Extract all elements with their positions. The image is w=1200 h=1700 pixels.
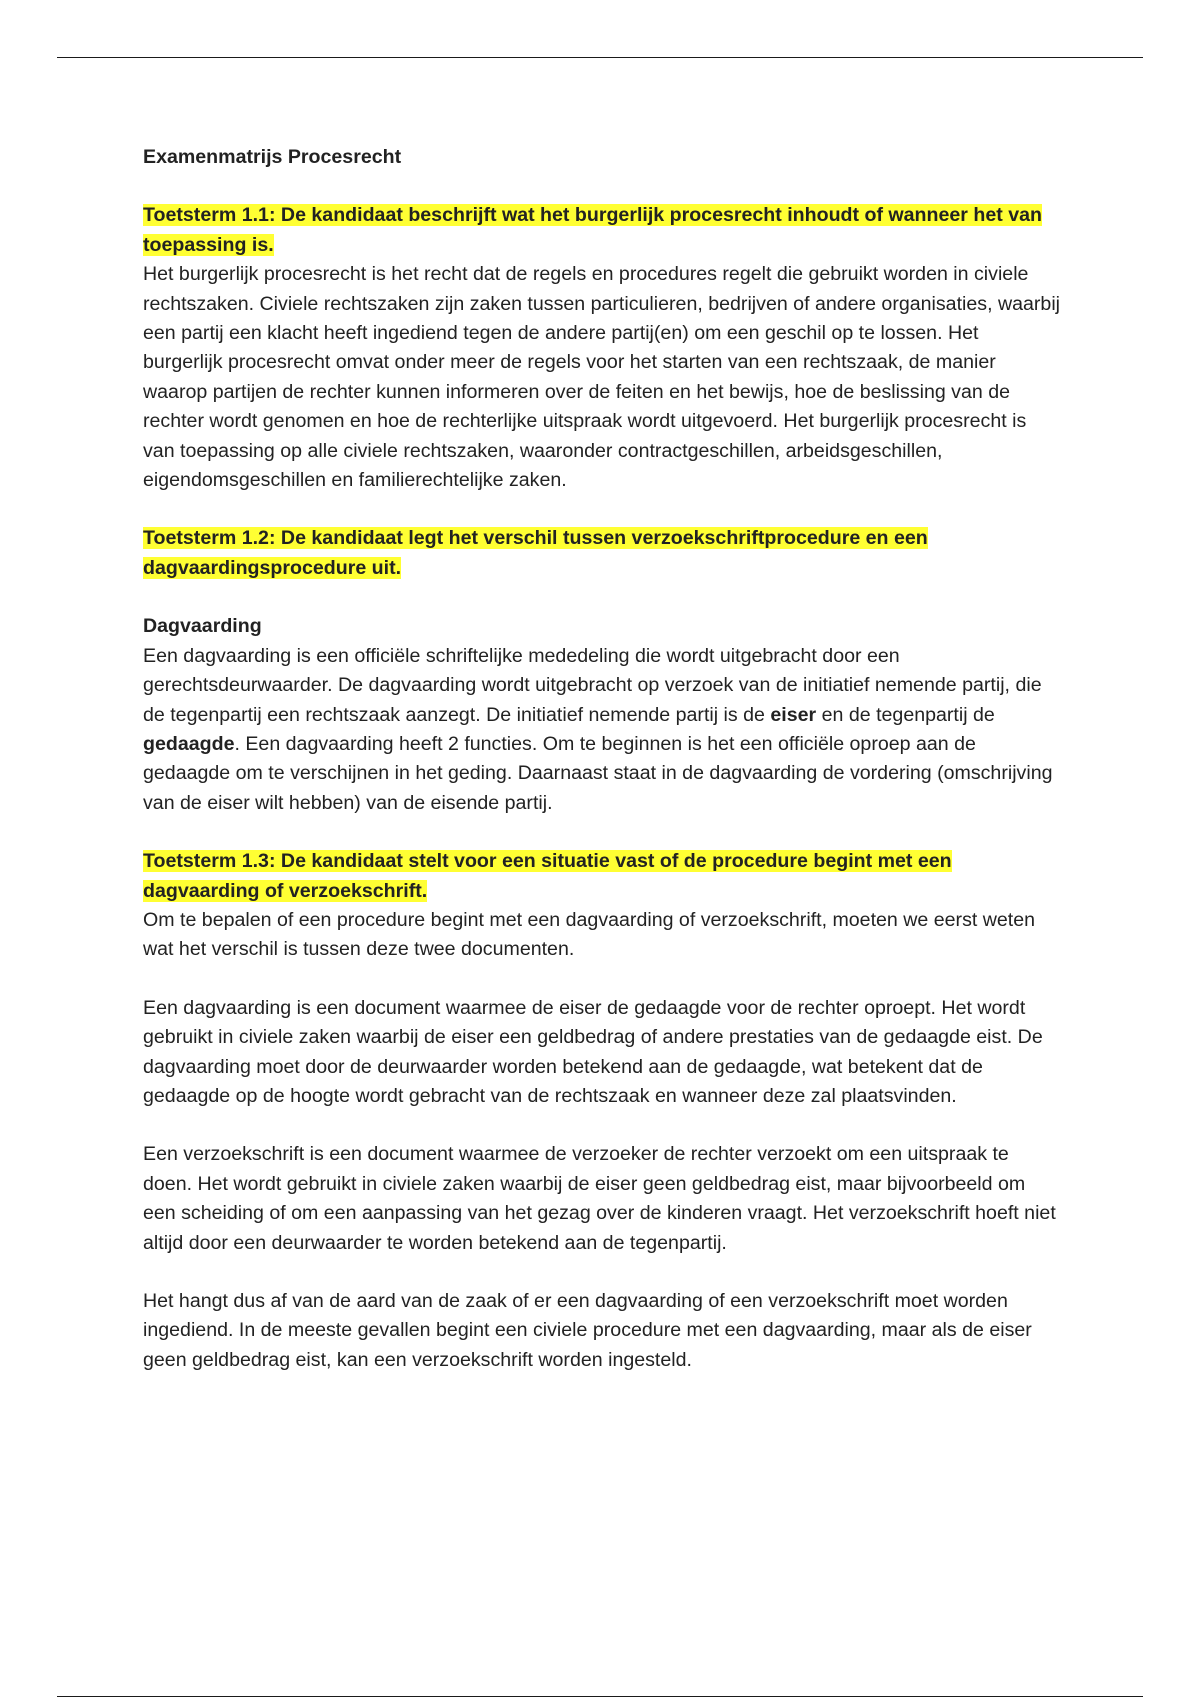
section-heading [143, 524, 1063, 583]
section-1-2 [143, 524, 1063, 818]
bold-term-gedaagde: gedaagde [143, 732, 235, 755]
section-heading [143, 201, 1063, 260]
subheading-dagvaarding: Dagvaarding [143, 615, 262, 638]
paragraph [143, 642, 1063, 818]
highlighted-heading-text: Toetsterm 1.1: De kandidaat beschrijft wat het burgerlijk procesrecht inhoudt of wanneer het van toepassing is. [143, 204, 1042, 256]
paragraph-text: en de tegenpartij de [816, 703, 995, 726]
paragraph: Een dagvaarding is een document waarmee de eiser de gedaagde voor de rechter oproept. Het wordt gebruikt in civiele zaken waarbij de eiser een geldbedrag of andere prestaties van de gedaagde eist. De dagvaarding moet door de deurwaarder worden betekend aan de gedaagde, wat betekent dat de gedaagde op de hoogte wordt gebracht van de rechtszaak en wanneer deze zal plaatsvinden. [143, 996, 1043, 1107]
section-1-1 [143, 201, 1063, 495]
highlighted-heading-text: Toetsterm 1.2: De kandidaat legt het verschil tussen verzoekschriftprocedure en een dagvaardingsprocedure uit. [143, 527, 928, 579]
paragraph: Om te bepalen of een procedure begint met een dagvaarding of verzoekschrift, moeten we eerst weten wat het verschil is tussen deze twee documenten. [143, 908, 1036, 961]
paragraph: Het hangt dus af van de aard van de zaak of er een dagvaarding of een verzoekschrift moet worden ingediend. In de meeste gevallen begint een civiele procedure met een dagvaarding, maar als de eiser geen geldbedrag eist, kan een verzoekschrift worden ingesteld. [143, 1290, 1032, 1371]
document-page [143, 143, 1063, 1404]
bottom-rule [57, 1696, 1143, 1697]
paragraph: Het burgerlijk procesrecht is het recht dat de regels en procedures regelt die gebruikt worden in civiele rechtszaken. Civiele rechtszaken zijn zaken tussen particulieren, bedrijven of andere organisaties, waarbij een partij een klacht heeft ingediend tegen de andere partij(en) om een geschil op te lossen. Het burgerlijk procesrecht omvat onder meer de regels voor het starten van een rechtszaak, de manier waarop partijen de rechter kunnen informeren over de feiten en het bewijs, hoe de beslissing van de rechter wordt genomen en hoe de rechterlijke uitspraak wordt uitgevoerd. Het burgerlijk procesrecht is van toepassing op alle civiele rechtszaken, waaronder contractgeschillen, arbeidsgeschillen, eigendomsgeschillen en familierechtelijke zaken. [143, 263, 1061, 492]
paragraph-text: . Een dagvaarding heeft 2 functies. Om te beginnen is het een officiële oproep aan de gedaagde om te verschijnen in het geding. Daarnaast staat in de dagvaarding de vordering (omschrijving van de eiser wilt hebben) van de eisende partij. [143, 732, 1053, 814]
paragraph-text: Een dagvaarding is een officiële schriftelijke mededeling die wordt uitgebracht door een gerechtsdeurwaarder. De dagvaarding wordt uitgebracht op verzoek van de initiatief nemende partij, die de tegenpartij een rechtszaak aanzegt. De initiatief nemende partij is de [143, 644, 1042, 726]
document-title: Examenmatrijs Procesrecht [143, 146, 402, 168]
paragraph: Een verzoekschrift is een document waarmee de verzoeker de rechter verzoekt om een uitspraak te doen. Het wordt gebruikt in civiele zaken waarbij de eiser geen geldbedrag eist, maar bijvoorbeeld om een scheiding of om een aanpassing van het gezag over de kinderen vraagt. Het verzoekschrift hoeft niet altijd door een deurwaarder te worden betekend aan de tegenpartij. [143, 1143, 1056, 1254]
top-rule [57, 57, 1143, 58]
bold-term-eiser: eiser [770, 703, 817, 726]
section-heading [143, 847, 1063, 906]
section-1-3 [143, 847, 1063, 1375]
highlighted-heading-text: Toetsterm 1.3: De kandidaat stelt voor een situatie vast of de procedure begint met een dagvaarding of verzoekschrift. [143, 850, 952, 902]
